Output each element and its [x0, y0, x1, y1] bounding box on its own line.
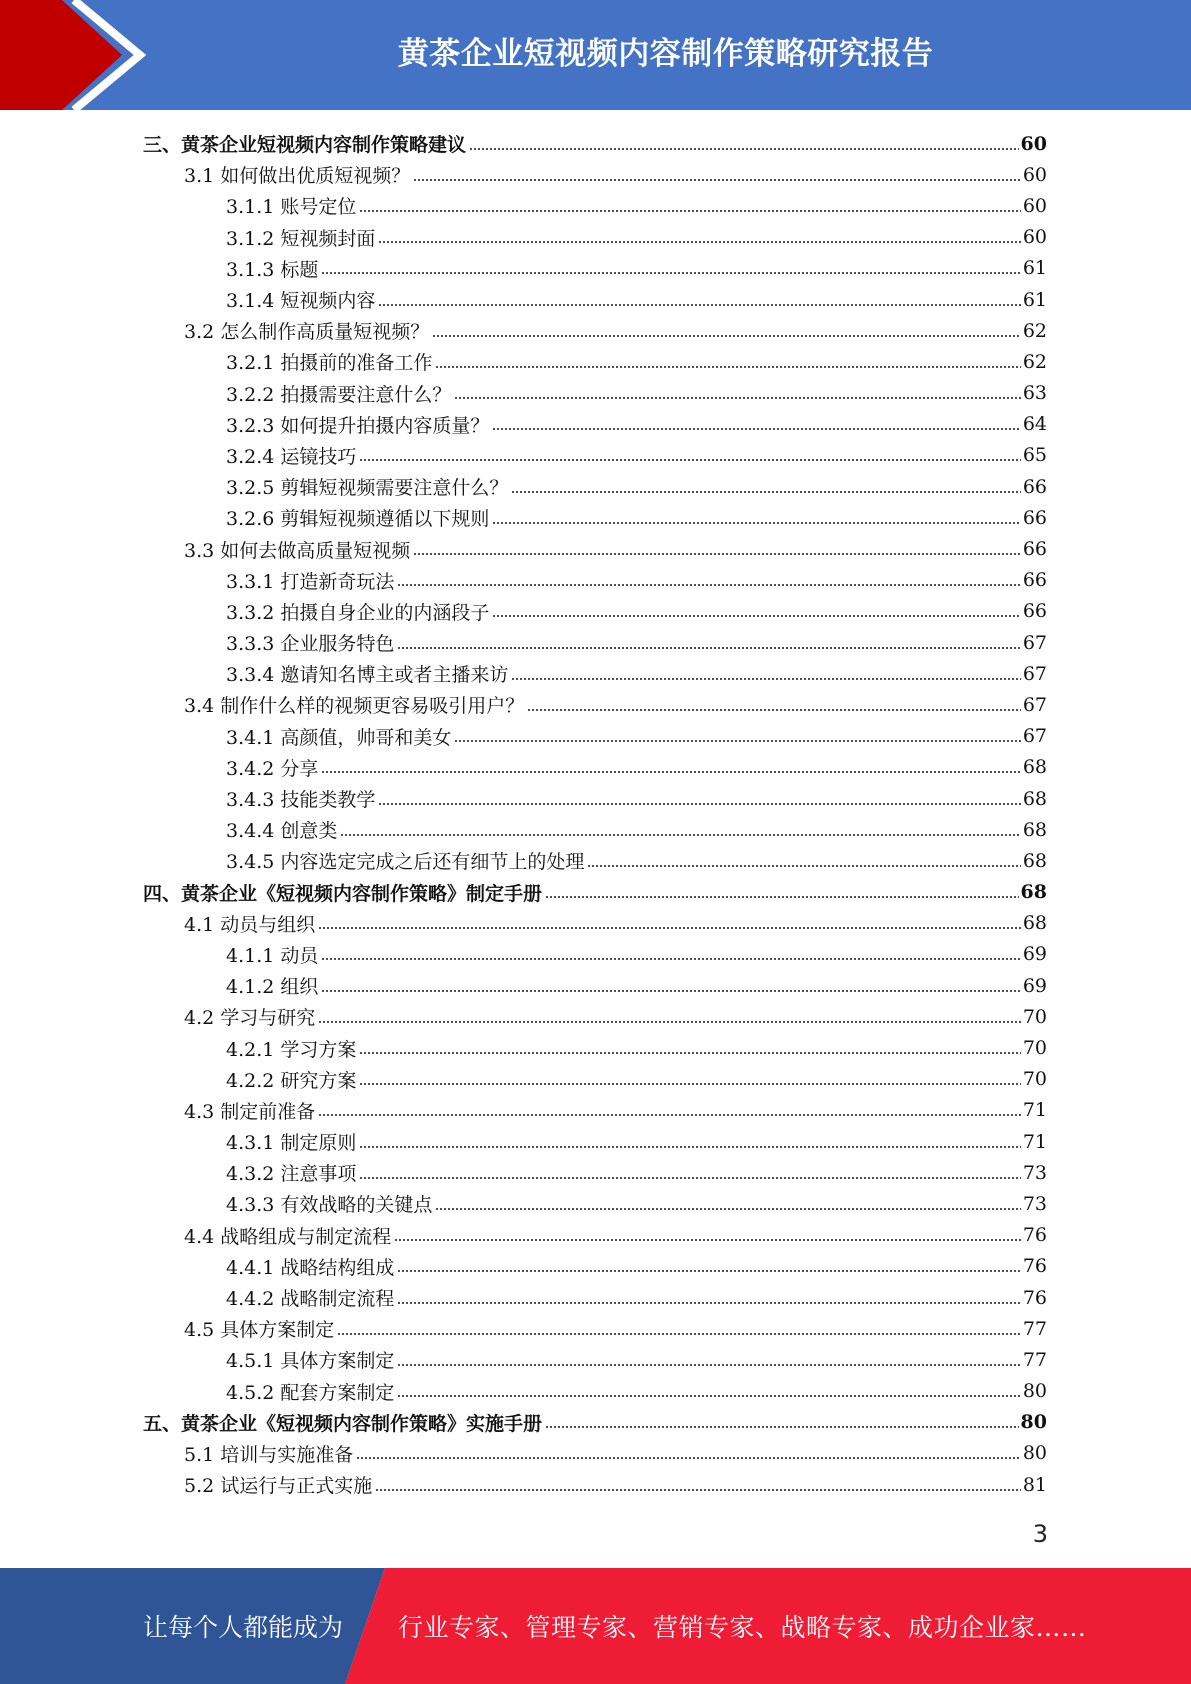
toc-entry[interactable]: [0, 1032, 1191, 1063]
toc-entry-page: 68: [1022, 756, 1047, 779]
toc-dot-leader: [587, 863, 1020, 869]
toc-dot-leader: [397, 1362, 1020, 1368]
toc-entry-page: 61: [1022, 257, 1047, 280]
toc-entry[interactable]: [0, 502, 1191, 533]
toc-entry-page: 60: [1020, 132, 1047, 155]
footer-banner: [0, 1568, 1191, 1684]
footer-slogan-left: 让每个人都能成为: [143, 1613, 344, 1642]
toc-entry-page: 68: [1022, 787, 1047, 810]
toc-entry-page: 66: [1022, 569, 1047, 592]
toc-entry-title: 3.1 如何做出优质短视频？: [184, 165, 411, 188]
toc-dot-leader: [413, 177, 1021, 183]
toc-entry-title: 4.4 战略组成与制定流程: [184, 1225, 392, 1248]
toc-entry-title: 四、黄茶企业《短视频内容制作策略》制定手册: [143, 882, 543, 905]
toc-dot-leader: [394, 1237, 1021, 1243]
toc-dot-leader: [321, 988, 1020, 994]
toc-entry[interactable]: [0, 565, 1191, 596]
toc-dot-leader: [359, 1144, 1020, 1150]
report-title: 黄茶企业短视频内容制作策略研究报告: [397, 35, 934, 72]
toc-entry-title: 三、黄茶企业短视频内容制作策略建议: [143, 134, 467, 157]
toc-entry[interactable]: [0, 627, 1191, 658]
toc-entry[interactable]: [0, 689, 1191, 720]
toc-entry-title: 3.4.5 内容选定完成之后还有细节上的处理: [226, 851, 585, 874]
toc-entry-page: 73: [1022, 1161, 1047, 1184]
toc-dot-leader: [492, 426, 1020, 432]
toc-entry-title: 4.1 动员与组织: [184, 913, 316, 936]
toc-entry-title: 3.2.2 拍摄需要注意什么？: [226, 383, 452, 406]
toc-entry[interactable]: [0, 471, 1191, 502]
toc-entry-title: 3.1.3 标题: [226, 258, 319, 281]
toc-entry-page: 70: [1022, 1068, 1047, 1091]
toc-entry-title: 4.5.2 配套方案制定: [226, 1381, 395, 1404]
toc-entry-page: 80: [1020, 1411, 1047, 1434]
toc-dot-leader: [545, 894, 1019, 900]
toc-entry-title: 3.2.1 拍摄前的准备工作: [226, 352, 433, 375]
toc-entry-title: 4.1.1 动员: [226, 944, 319, 967]
toc-entry-title: 3.4.4 创意类: [226, 820, 338, 843]
toc-entry-page: 68: [1022, 912, 1047, 935]
toc-dot-leader: [469, 146, 1019, 152]
toc-entry-title: 4.5 具体方案制定: [184, 1319, 335, 1342]
toc-entry-page: 62: [1022, 350, 1047, 373]
toc-dot-leader: [454, 395, 1020, 401]
toc-dot-leader: [337, 1331, 1021, 1337]
toc-dot-leader: [318, 925, 1021, 931]
toc-entry-title: 3.3.4 邀请知名博主或者主播来访: [226, 664, 509, 687]
toc-entry[interactable]: [0, 1157, 1191, 1188]
toc-entry-page: 73: [1022, 1192, 1047, 1215]
toc-entry-page: 66: [1022, 475, 1047, 498]
toc-entry-page: 60: [1022, 163, 1047, 186]
toc-dot-leader: [359, 1081, 1020, 1087]
toc-entry[interactable]: [0, 409, 1191, 440]
toc-entry-page: 76: [1022, 1255, 1047, 1278]
toc-entry[interactable]: [0, 658, 1191, 689]
toc-dot-leader: [545, 1424, 1019, 1430]
toc-entry-title: 4.3 制定前准备: [184, 1100, 316, 1123]
toc-dot-leader: [340, 832, 1020, 838]
toc-dot-leader: [432, 333, 1021, 339]
toc-entry-page: 60: [1022, 226, 1047, 249]
toc-entry-page: 70: [1022, 1037, 1047, 1060]
toc-entry[interactable]: [0, 1313, 1191, 1344]
toc-entry[interactable]: [0, 1282, 1191, 1313]
toc-entry[interactable]: [0, 908, 1191, 939]
toc-entry[interactable]: [0, 284, 1191, 315]
toc-entry[interactable]: [0, 159, 1191, 190]
toc-entry-page: 68: [1022, 818, 1047, 841]
toc-entry-title: 4.3.3 有效战略的关键点: [226, 1194, 433, 1217]
toc-entry-title: 5.2 试运行与正式实施: [184, 1475, 373, 1498]
toc-entry[interactable]: [0, 1407, 1191, 1438]
page-number: 3: [1032, 1520, 1048, 1548]
toc-entry[interactable]: [0, 970, 1191, 1001]
toc-entry-title: 3.1.1 账号定位: [226, 196, 357, 219]
toc-entry[interactable]: [0, 253, 1191, 284]
toc-entry-title: 3.3.3 企业服务特色: [226, 633, 395, 656]
toc-entry-page: 67: [1022, 725, 1047, 748]
toc-entry-title: 3.3 如何去做高质量短视频: [184, 539, 411, 562]
toc-entry-title: 4.5.1 具体方案制定: [226, 1350, 395, 1373]
toc-entry[interactable]: [0, 939, 1191, 970]
toc-entry-page: 62: [1022, 319, 1047, 342]
toc-dot-leader: [397, 645, 1020, 651]
toc-entry-page: 77: [1022, 1317, 1047, 1340]
toc-entry[interactable]: [0, 440, 1191, 471]
toc-entry-title: 3.2 怎么制作高质量短视频？: [184, 321, 430, 344]
toc-dot-leader: [321, 769, 1020, 775]
toc-entry[interactable]: [0, 814, 1191, 845]
toc-entry[interactable]: [0, 783, 1191, 814]
toc-entry-page: 63: [1022, 382, 1047, 405]
toc-dot-leader: [378, 239, 1020, 245]
toc-entry[interactable]: [0, 1469, 1191, 1500]
toc-entry-page: 77: [1022, 1348, 1047, 1371]
table-of-contents: [0, 128, 1191, 1500]
toc-dot-leader: [321, 270, 1020, 276]
toc-entry-page: 66: [1022, 506, 1047, 529]
toc-entry[interactable]: [0, 1188, 1191, 1219]
toc-entry-title: 五、黄茶企业《短视频内容制作策略》实施手册: [143, 1412, 543, 1435]
toc-dot-leader: [397, 1300, 1020, 1306]
toc-entry-title: 4.2.1 学习方案: [226, 1038, 357, 1061]
toc-dot-leader: [435, 364, 1020, 370]
toc-dot-leader: [375, 1487, 1021, 1493]
toc-entry-title: 4.2.2 研究方案: [226, 1069, 357, 1092]
toc-entry-page: 64: [1022, 413, 1047, 436]
toc-dot-leader: [318, 1019, 1021, 1025]
toc-entry-page: 68: [1020, 881, 1047, 904]
toc-dot-leader: [397, 582, 1020, 588]
toc-entry[interactable]: [0, 315, 1191, 346]
toc-entry-title: 4.4.2 战略制定流程: [226, 1288, 395, 1311]
toc-dot-leader: [359, 1175, 1020, 1181]
toc-entry-page: 60: [1022, 194, 1047, 217]
toc-entry-page: 71: [1022, 1099, 1047, 1122]
toc-entry[interactable]: [0, 721, 1191, 752]
toc-entry[interactable]: [0, 1220, 1191, 1251]
toc-entry-page: 66: [1022, 600, 1047, 623]
toc-dot-leader: [454, 738, 1020, 744]
toc-dot-leader: [356, 1455, 1021, 1461]
toc-entry[interactable]: [0, 1344, 1191, 1375]
toc-entry-title: 3.3.2 拍摄自身企业的内涵段子: [226, 601, 490, 624]
toc-dot-leader: [527, 707, 1021, 713]
toc-entry-title: 3.2.5 剪辑短视频需要注意什么？: [226, 477, 509, 500]
toc-entry[interactable]: [0, 533, 1191, 564]
toc-entry-page: 65: [1022, 444, 1047, 467]
toc-entry-title: 3.4 制作什么样的视频更容易吸引用户？: [184, 695, 525, 718]
toc-entry-title: 3.2.4 运镜技巧: [226, 445, 357, 468]
toc-entry-page: 68: [1022, 849, 1047, 872]
toc-entry-title: 4.3.2 注意事项: [226, 1163, 357, 1186]
toc-entry-title: 4.2 学习与研究: [184, 1007, 316, 1030]
toc-entry-title: 3.3.1 打造新奇玩法: [226, 570, 395, 593]
toc-entry-title: 4.4.1 战略结构组成: [226, 1256, 395, 1279]
toc-entry-page: 69: [1022, 974, 1047, 997]
toc-dot-leader: [511, 489, 1020, 495]
toc-entry-page: 81: [1022, 1473, 1047, 1496]
toc-entry[interactable]: [0, 1126, 1191, 1157]
toc-entry-title: 3.2.3 如何提升拍摄内容质量？: [226, 414, 490, 437]
toc-entry[interactable]: [0, 877, 1191, 908]
header-banner: [0, 0, 1191, 110]
toc-dot-leader: [359, 457, 1020, 463]
toc-entry[interactable]: [0, 128, 1191, 159]
toc-entry[interactable]: [0, 378, 1191, 409]
toc-dot-leader: [413, 551, 1021, 557]
toc-entry-page: 69: [1022, 943, 1047, 966]
toc-entry-page: 76: [1022, 1286, 1047, 1309]
toc-dot-leader: [359, 1050, 1020, 1056]
toc-entry[interactable]: [0, 1251, 1191, 1282]
toc-entry-title: 3.4.3 技能类教学: [226, 789, 376, 812]
toc-entry[interactable]: [0, 596, 1191, 627]
red-chevron-decoration: [0, 0, 160, 110]
toc-entry-title: 3.1.2 短视频封面: [226, 227, 376, 250]
toc-entry[interactable]: [0, 1438, 1191, 1469]
toc-entry-page: 80: [1022, 1380, 1047, 1403]
toc-entry-title: 5.1 培训与实施准备: [184, 1443, 354, 1466]
toc-entry-page: 67: [1022, 662, 1047, 685]
toc-dot-leader: [321, 956, 1020, 962]
toc-entry-page: 71: [1022, 1130, 1047, 1153]
toc-entry-title: 3.2.6 剪辑短视频遵循以下规则: [226, 508, 490, 531]
toc-dot-leader: [397, 1268, 1020, 1274]
toc-dot-leader: [318, 1112, 1021, 1118]
toc-entry[interactable]: [0, 1095, 1191, 1126]
toc-dot-leader: [359, 208, 1020, 214]
toc-entry-page: 67: [1022, 693, 1047, 716]
toc-dot-leader: [378, 801, 1020, 807]
toc-entry[interactable]: [0, 190, 1191, 221]
toc-dot-leader: [492, 613, 1020, 619]
toc-entry[interactable]: [0, 1001, 1191, 1032]
toc-dot-leader: [435, 1206, 1020, 1212]
toc-entry-page: 80: [1022, 1442, 1047, 1465]
toc-entry-title: 3.1.4 短视频内容: [226, 290, 376, 313]
toc-entry[interactable]: [0, 845, 1191, 876]
toc-entry[interactable]: [0, 222, 1191, 253]
toc-entry-page: 66: [1022, 538, 1047, 561]
toc-entry-title: 3.4.1 高颜值，帅哥和美女: [226, 726, 452, 749]
footer-slogan-right: 行业专家、管理专家、营销专家、战略专家、成功企业家……: [398, 1613, 1087, 1642]
toc-dot-leader: [492, 520, 1020, 526]
toc-entry[interactable]: [0, 1376, 1191, 1407]
toc-dot-leader: [378, 302, 1020, 308]
toc-entry-title: 3.4.2 分享: [226, 757, 319, 780]
toc-entry[interactable]: [0, 346, 1191, 377]
toc-entry-title: 4.3.1 制定原则: [226, 1132, 357, 1155]
toc-entry-page: 61: [1022, 288, 1047, 311]
toc-entry[interactable]: [0, 752, 1191, 783]
toc-entry[interactable]: [0, 1064, 1191, 1095]
toc-entry-page: 67: [1022, 631, 1047, 654]
toc-dot-leader: [511, 676, 1020, 682]
toc-entry-title: 4.1.2 组织: [226, 976, 319, 999]
toc-dot-leader: [397, 1393, 1020, 1399]
toc-entry-page: 70: [1022, 1005, 1047, 1028]
toc-entry-page: 76: [1022, 1224, 1047, 1247]
